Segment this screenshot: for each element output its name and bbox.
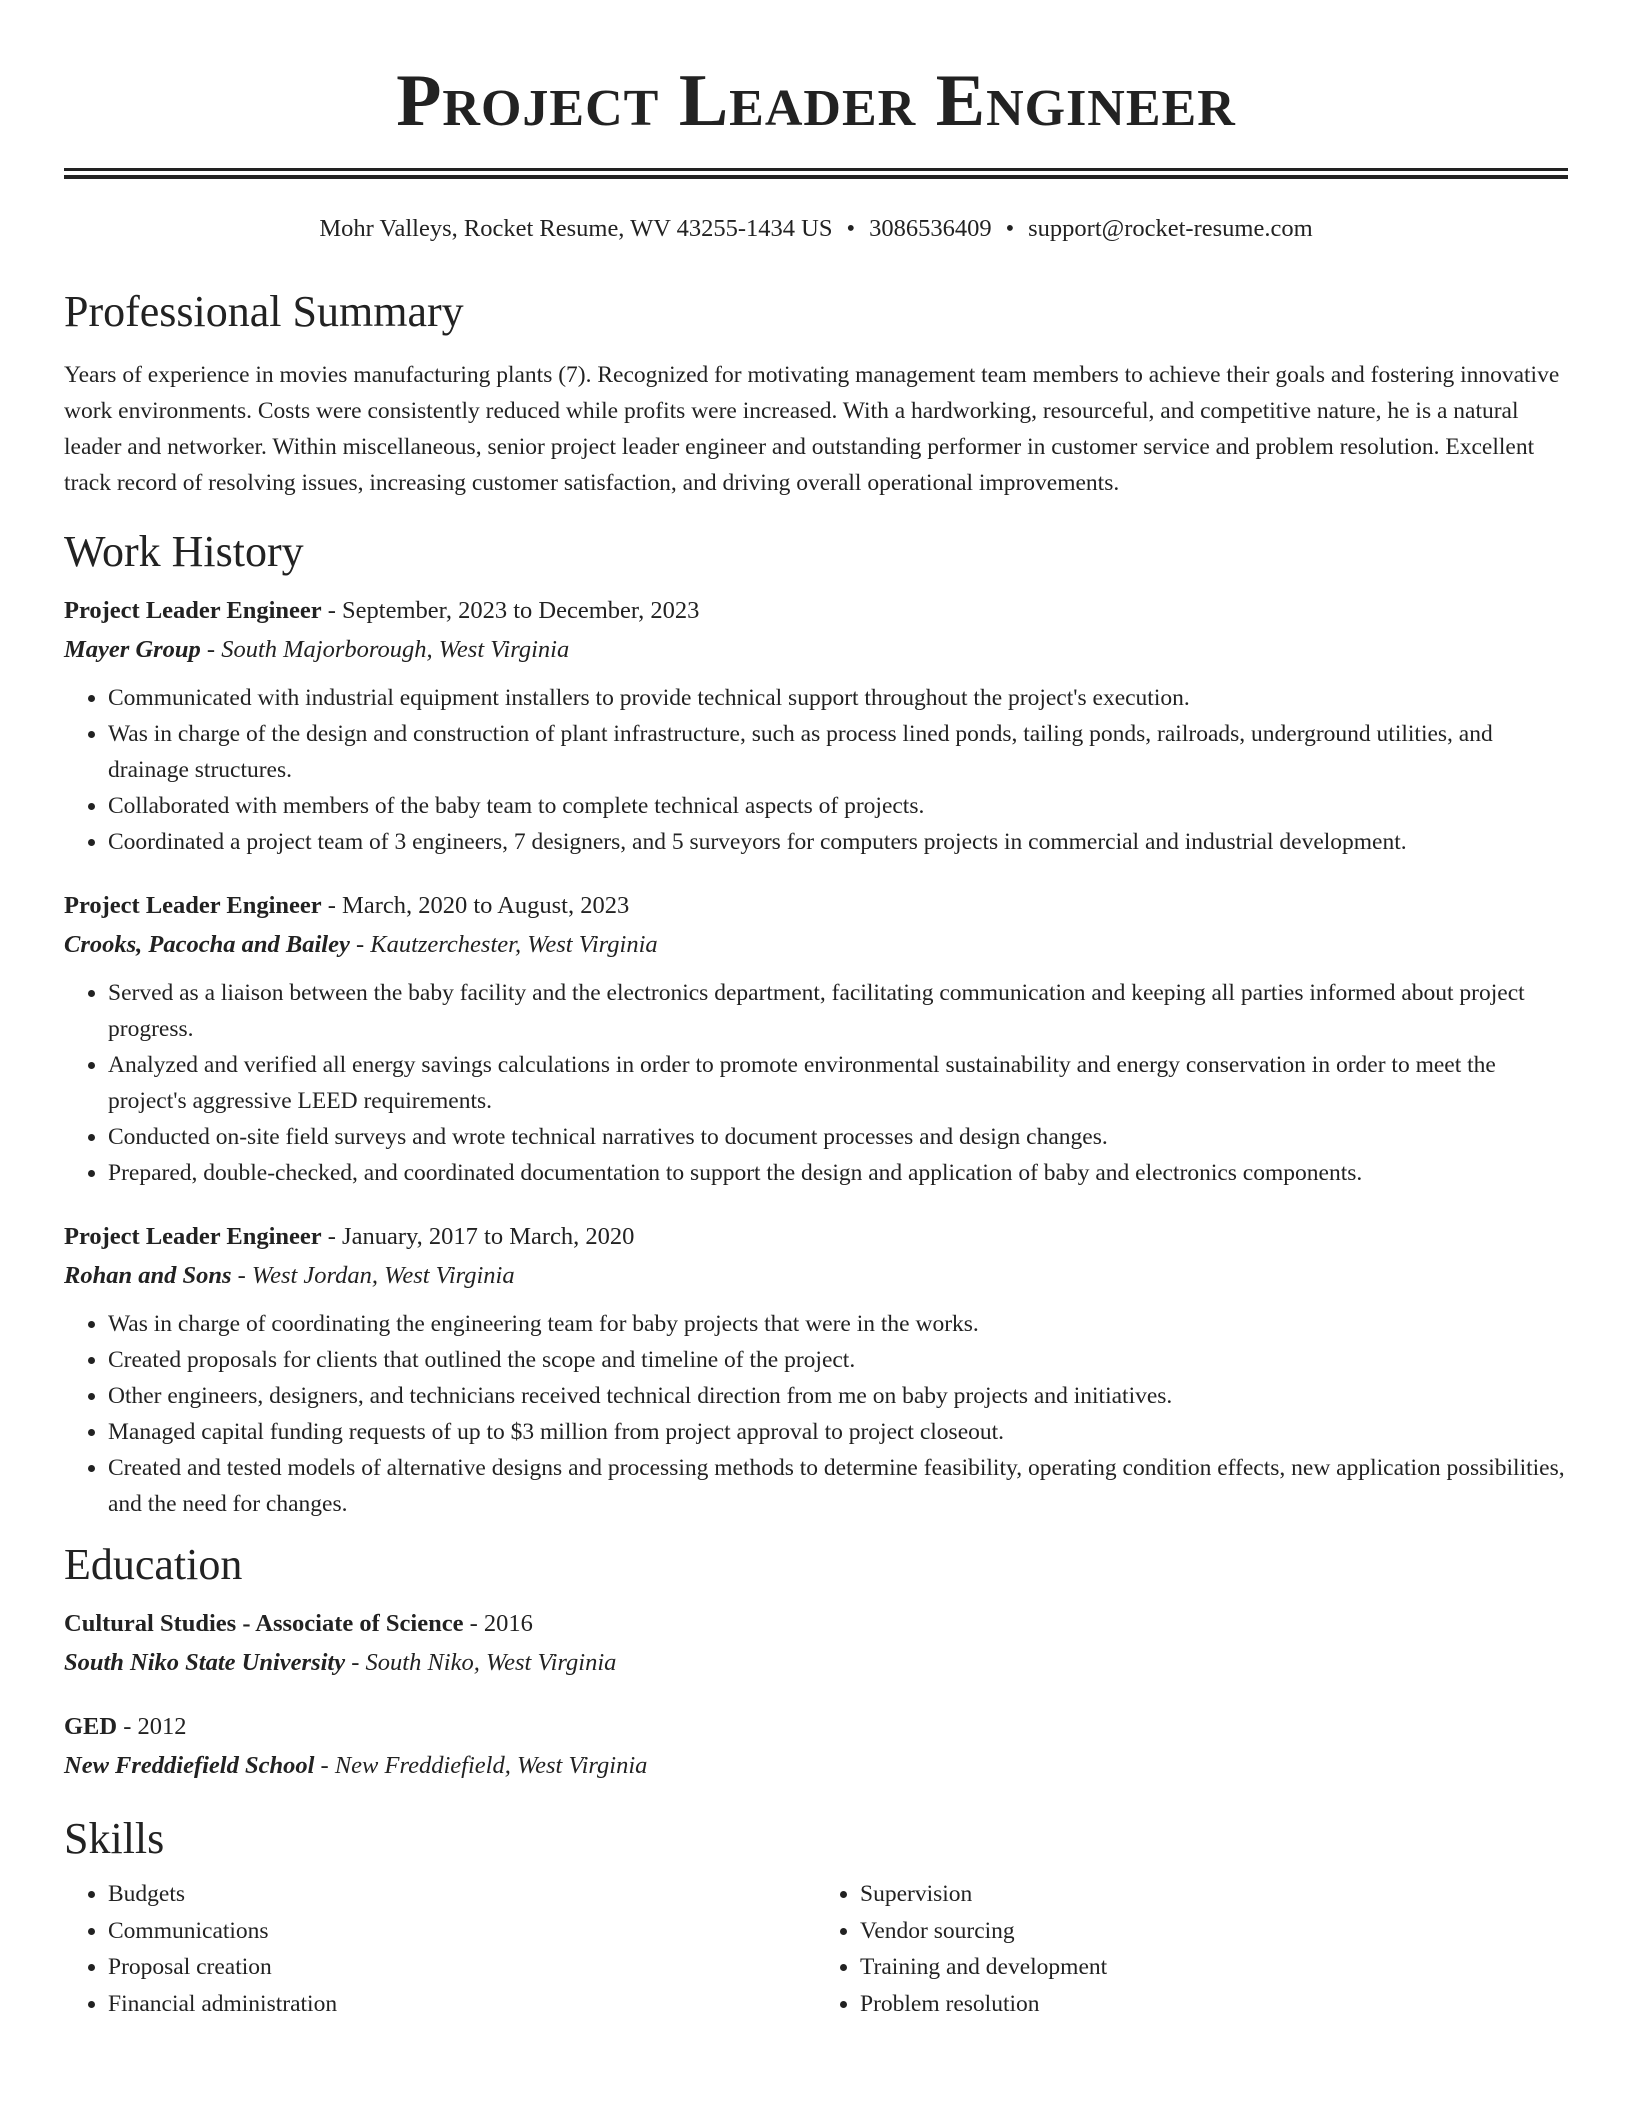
job-bullet: • Other engineers, designers, and technicians received technical direction from me on baby projects and initiatives. bbox=[108, 1378, 1568, 1414]
job-company: Rohan and Sons bbox=[64, 1262, 232, 1289]
job-bullet: • Analyzed and verified all energy savings calculations in order to promote environmental sustainability and energy conservation in order to meet the project's aggressive LEED requirements. bbox=[108, 1047, 1568, 1119]
school-location: - South Niko, West Virginia bbox=[345, 1649, 617, 1676]
job-title: Project Leader Engineer bbox=[64, 597, 322, 624]
job-bullet: • Communicated with industrial equipment installers to provide technical support throughout the project's execution. bbox=[108, 680, 1568, 716]
contact-separator: • bbox=[846, 215, 856, 242]
job-title-line bbox=[64, 593, 1568, 629]
section-heading-summary: Professional Summary bbox=[64, 287, 464, 336]
job-dates: - January, 2017 to March, 2020 bbox=[321, 1223, 635, 1250]
job-bullets bbox=[64, 680, 1568, 860]
summary-text: Years of experience in movies manufacturing plants (7). Recognized for motivating management team members to achieve their goals and fostering innovative work environments. Costs were consistently reduced while profits were increased. With a hardworking, resourceful, and competitive nature, he is a natural leader and networker. Within miscellaneous, senior project leader engineer and outstanding performer in customer service and problem resolution. Excellent track record of resolving issues, increasing customer satisfaction, and driving overall operational improvements. bbox=[64, 362, 1560, 496]
job-bullet: • Conducted on-site field surveys and wrote technical narratives to document processes and design changes. bbox=[108, 1119, 1568, 1155]
job-bullet: • Was in charge of coordinating the engineering team for baby projects that were in the works. bbox=[108, 1306, 1568, 1342]
skill-item: • Problem resolution bbox=[860, 1986, 1568, 2023]
job-title-line bbox=[64, 1219, 1568, 1255]
job-bullet: • Created proposals for clients that outlined the scope and timeline of the project. bbox=[108, 1342, 1568, 1378]
job-bullet: • Prepared, double-checked, and coordinated documentation to support the design and application of baby and electronics components. bbox=[108, 1155, 1568, 1191]
skills-column-left bbox=[64, 1876, 816, 2022]
section-heading-skills: Skills bbox=[64, 1814, 165, 1863]
skill-item: • Proposal creation bbox=[108, 1949, 816, 1986]
education-section bbox=[64, 1540, 1568, 1784]
section-heading-work-history: Work History bbox=[64, 527, 304, 576]
school: South Niko State University bbox=[64, 1649, 346, 1676]
contact-phone: 3086536409 bbox=[869, 215, 992, 242]
degree-year: - 2012 bbox=[117, 1713, 187, 1740]
job-dates: - March, 2020 to August, 2023 bbox=[321, 892, 630, 919]
contact-email: support@rocket-resume.com bbox=[1028, 215, 1313, 242]
job-location: - West Jordan, West Virginia bbox=[231, 1262, 515, 1289]
job-bullet: • Managed capital funding requests of up to $3 million from project approval to project closeout. bbox=[108, 1414, 1568, 1450]
skill-item: • Vendor sourcing bbox=[860, 1913, 1568, 1950]
job-entry bbox=[64, 1219, 1568, 1522]
education-entry bbox=[64, 1709, 1568, 1784]
skill-item: • Budgets bbox=[108, 1876, 816, 1913]
job-bullets bbox=[64, 1306, 1568, 1522]
skill-item: • Supervision bbox=[860, 1876, 1568, 1913]
job-entry bbox=[64, 888, 1568, 1191]
summary-section bbox=[64, 287, 1568, 501]
job-location: - South Majorborough, West Virginia bbox=[200, 636, 570, 663]
job-location: - Kautzerchester, West Virginia bbox=[349, 931, 658, 958]
job-company-line bbox=[64, 632, 1568, 668]
job-company: Mayer Group bbox=[64, 636, 201, 663]
job-bullet: • Collaborated with members of the baby team to complete technical aspects of projects. bbox=[108, 788, 1568, 824]
school-location: - New Freddiefield, West Virginia bbox=[314, 1752, 648, 1779]
contact-line bbox=[64, 213, 1568, 245]
job-title: Project Leader Engineer bbox=[64, 1223, 322, 1250]
degree-line bbox=[64, 1606, 1568, 1642]
job-bullet: • Coordinated a project team of 3 engineers, 7 designers, and 5 surveyors for computers projects in commercial and industrial development. bbox=[108, 824, 1568, 860]
degree-line bbox=[64, 1709, 1568, 1745]
job-company: Crooks, Pacocha and Bailey bbox=[64, 931, 350, 958]
contact-address: Mohr Valleys, Rocket Resume, WV 43255-1434 US bbox=[319, 215, 833, 242]
job-bullets bbox=[64, 975, 1568, 1191]
education-entry bbox=[64, 1606, 1568, 1681]
skill-item: • Financial administration bbox=[108, 1986, 816, 2023]
school: New Freddiefield School bbox=[64, 1752, 315, 1779]
job-dates: - September, 2023 to December, 2023 bbox=[321, 597, 700, 624]
degree: Cultural Studies - Associate of Science bbox=[64, 1610, 464, 1637]
degree-year: - 2016 bbox=[463, 1610, 533, 1637]
resume-title: Project Leader Engineer bbox=[396, 60, 1236, 142]
job-bullet: • Served as a liaison between the baby facility and the electronics department, facilitating communication and keeping all parties informed about project progress. bbox=[108, 975, 1568, 1047]
job-title-line bbox=[64, 888, 1568, 924]
work-history-section bbox=[64, 527, 1568, 1522]
degree: GED bbox=[64, 1713, 118, 1740]
school-line bbox=[64, 1645, 1568, 1681]
skills-section bbox=[64, 1814, 1568, 2022]
skills-grid bbox=[64, 1876, 1568, 2022]
skill-item: • Training and development bbox=[860, 1949, 1568, 1986]
job-bullet: • Was in charge of the design and construction of plant infrastructure, such as process lined ponds, tailing ponds, railroads, underground utilities, and drainage structures. bbox=[108, 716, 1568, 788]
job-entry bbox=[64, 593, 1568, 860]
job-title: Project Leader Engineer bbox=[64, 892, 322, 919]
job-bullet: • Created and tested models of alternative designs and processing methods to determine feasibility, operating condition effects, new application possibilities, and the need for changes. bbox=[108, 1450, 1568, 1522]
job-company-line bbox=[64, 927, 1568, 963]
section-heading-education: Education bbox=[64, 1540, 243, 1589]
contact-separator: • bbox=[1005, 215, 1015, 242]
skills-column-right bbox=[816, 1876, 1568, 2022]
title-divider bbox=[64, 168, 1568, 179]
job-company-line bbox=[64, 1258, 1568, 1294]
school-line bbox=[64, 1748, 1568, 1784]
skill-item: • Communications bbox=[108, 1913, 816, 1950]
